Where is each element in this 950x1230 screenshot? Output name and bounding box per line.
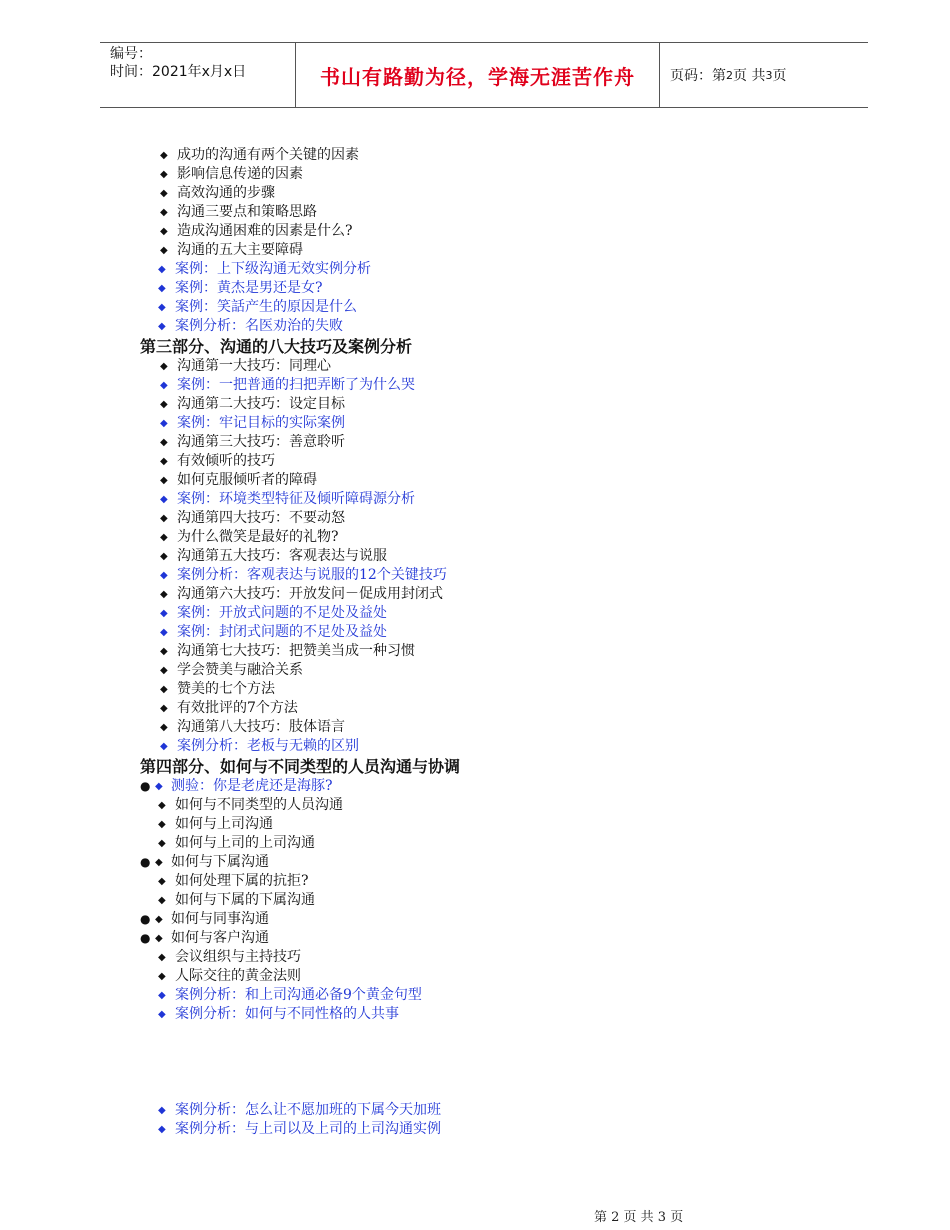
list-item-text: 案例：上下级沟通无效实例分析: [175, 261, 371, 277]
diamond-bullet-icon: ◆: [158, 302, 166, 313]
section-heading-text: 第三部分、沟通的八大技巧及案例分析: [140, 337, 413, 356]
list-item-text: 案例：黄杰是男还是女?: [175, 280, 323, 296]
list-item: [0, 395, 950, 414]
circle-bullet-icon: ●: [140, 855, 151, 869]
list-item-text: 沟通第四大技巧：不要动怒: [177, 510, 345, 526]
list-item: [0, 777, 950, 796]
diamond-bullet-icon: ◆: [155, 857, 163, 868]
list-item: [0, 509, 950, 528]
list-item-text: 沟通第二大技巧：设定目标: [177, 396, 345, 412]
diamond-bullet-icon: ◆: [160, 589, 168, 600]
list-item: [0, 834, 950, 853]
list-item-text: 案例分析：老板与无赖的区别: [177, 738, 359, 754]
diamond-bullet-icon: ◆: [160, 188, 168, 199]
list-item-text: 沟通第八大技巧：肢体语言: [177, 719, 345, 735]
list-item-text: 沟通三要点和策略思路: [177, 204, 317, 220]
list-item: [0, 528, 950, 547]
list-item-text: 影响信息传递的因素: [177, 166, 303, 182]
diamond-bullet-icon: ◆: [158, 1105, 166, 1116]
diamond-bullet-icon: ◆: [158, 971, 166, 982]
list-item-text: 如何与下属的下属沟通: [175, 892, 315, 908]
diamond-bullet-icon: ◆: [160, 456, 168, 467]
list-item-text: 案例分析：名医劝治的失败: [175, 318, 343, 334]
list-item: [0, 260, 950, 279]
list-item: [0, 203, 950, 222]
list-item-text: 为什么微笑是最好的礼物?: [177, 529, 339, 545]
list-item: [0, 547, 950, 566]
list-item: [0, 433, 950, 452]
diamond-bullet-icon: ◆: [158, 264, 166, 275]
diamond-bullet-icon: ◆: [160, 399, 168, 410]
diamond-bullet-icon: ◆: [160, 627, 168, 638]
list-item-text: 有效批评的7个方法: [177, 700, 298, 716]
list-item: [0, 184, 950, 203]
list-item-text: 如何与同事沟通: [171, 911, 269, 927]
list-item: [0, 414, 950, 433]
diamond-bullet-icon: ◆: [160, 475, 168, 486]
diamond-bullet-icon: ◆: [160, 207, 168, 218]
list-item: [0, 357, 950, 376]
list-item: [0, 1005, 950, 1024]
list-item: [0, 585, 950, 604]
list-item-text: 案例：环境类型特征及倾听障碍源分析: [177, 491, 415, 507]
section-heading: [0, 336, 950, 357]
section-heading-text: 第四部分、如何与不同类型的人员沟通与协调: [140, 757, 461, 776]
diamond-bullet-icon: ◆: [160, 608, 168, 619]
list-item-text: 沟通的五大主要障碍: [177, 242, 303, 258]
list-item-text: 成功的沟通有两个关键的因素: [177, 147, 359, 163]
header-page-cell: [660, 43, 868, 107]
list-item: [0, 471, 950, 490]
list-item-text: 如何与不同类型的人员沟通: [175, 797, 343, 813]
list-item: [0, 737, 950, 756]
diamond-bullet-icon: ◆: [160, 380, 168, 391]
list-item-text: 案例分析：和上司沟通必备9个黄金句型: [175, 987, 422, 1003]
document-body: [0, 146, 950, 1139]
diamond-bullet-icon: ◆: [160, 570, 168, 581]
list-item: [0, 680, 950, 699]
list-item-text: 案例：封闭式问题的不足处及益处: [177, 624, 387, 640]
list-item: [0, 815, 950, 834]
list-item: [0, 891, 950, 910]
list-item: [0, 376, 950, 395]
diamond-bullet-icon: ◆: [158, 283, 166, 294]
list-item-text: 如何与上司的上司沟通: [175, 835, 315, 851]
list-item-text: 沟通第六大技巧：开放发问－促成用封闭式: [177, 586, 443, 602]
list-item: [0, 796, 950, 815]
header-table: [100, 42, 868, 108]
list-item: [0, 490, 950, 509]
list-item: [0, 452, 950, 471]
diamond-bullet-icon: ◆: [158, 800, 166, 811]
list-item-text: 沟通第一大技巧：同理心: [177, 358, 331, 374]
diamond-bullet-icon: ◆: [160, 150, 168, 161]
diamond-bullet-icon: ◆: [160, 513, 168, 524]
time-label: 时间：2021年x月x日: [110, 64, 247, 80]
list-item-text: 沟通第三大技巧：善意聆听: [177, 434, 345, 450]
list-item: [0, 1120, 950, 1139]
list-item-text: 案例：笑話产生的原因是什么: [175, 299, 357, 315]
list-item: [0, 222, 950, 241]
page-total: 3: [765, 68, 773, 82]
list-item-text: 如何处理下属的抗拒?: [175, 873, 309, 889]
diamond-bullet-icon: ◆: [158, 952, 166, 963]
list-item-text: 案例：牢记目标的实际案例: [177, 415, 345, 431]
diamond-bullet-icon: ◆: [160, 494, 168, 505]
diamond-bullet-icon: ◆: [160, 418, 168, 429]
list-item-text: 人际交往的黄金法则: [175, 968, 301, 984]
list-item: [0, 566, 950, 585]
list-item-text: 沟通第五大技巧：客观表达与说服: [177, 548, 387, 564]
diamond-bullet-icon: ◆: [160, 169, 168, 180]
list-item: [0, 661, 950, 680]
circle-bullet-icon: ●: [140, 931, 151, 945]
diamond-bullet-icon: ◆: [158, 819, 166, 830]
list-item-text: 如何与下属沟通: [171, 854, 269, 870]
header-meta-cell: [100, 43, 296, 107]
list-item: [0, 910, 950, 929]
list-item: [0, 298, 950, 317]
diamond-bullet-icon: ◆: [160, 361, 168, 372]
list-item-text: 案例：开放式问题的不足处及益处: [177, 605, 387, 621]
list-item: [0, 165, 950, 184]
diamond-bullet-icon: ◆: [158, 990, 166, 1001]
diamond-bullet-icon: ◆: [155, 933, 163, 944]
list-item-text: 如何克服倾听者的障碍: [177, 472, 317, 488]
diamond-bullet-icon: ◆: [158, 895, 166, 906]
section-heading: [0, 756, 950, 777]
list-item: [0, 317, 950, 336]
list-item-text: 如何与上司沟通: [175, 816, 273, 832]
list-item-text: 测验：你是老虎还是海豚?: [171, 778, 333, 794]
diamond-bullet-icon: ◆: [160, 665, 168, 676]
diamond-bullet-icon: ◆: [160, 437, 168, 448]
page-suffix: 页: [772, 68, 787, 84]
list-item: [0, 929, 950, 948]
diamond-bullet-icon: ◆: [160, 551, 168, 562]
circle-bullet-icon: ●: [140, 912, 151, 926]
list-item-text: 高效沟通的步骤: [177, 185, 275, 201]
list-item: [0, 853, 950, 872]
list-item-text: 案例：一把普通的扫把弄断了为什么哭: [177, 377, 415, 393]
circle-bullet-icon: ●: [140, 779, 151, 793]
blank-space: [0, 1024, 950, 1101]
list-item: [0, 986, 950, 1005]
diamond-bullet-icon: ◆: [160, 722, 168, 733]
list-item-text: 案例分析：如何与不同性格的人共事: [175, 1006, 399, 1022]
diamond-bullet-icon: ◆: [158, 1009, 166, 1020]
diamond-bullet-icon: ◆: [160, 532, 168, 543]
list-item: [0, 623, 950, 642]
list-item: [0, 604, 950, 623]
diamond-bullet-icon: ◆: [158, 876, 166, 887]
list-item: [0, 872, 950, 891]
diamond-bullet-icon: ◆: [158, 321, 166, 332]
list-item: [0, 146, 950, 165]
list-item-text: 赞美的七个方法: [177, 681, 275, 697]
diamond-bullet-icon: ◆: [155, 914, 163, 925]
diamond-bullet-icon: ◆: [160, 646, 168, 657]
list-item-text: 学会赞美与融洽关系: [177, 662, 303, 678]
diamond-bullet-icon: ◆: [158, 1124, 166, 1135]
code-label: 编号：: [110, 46, 152, 62]
list-item-text: 造成沟通困难的因素是什么?: [177, 223, 353, 239]
list-item-text: 有效倾听的技巧: [177, 453, 275, 469]
list-item-text: 沟通第七大技巧：把赞美当成一种习惯: [177, 643, 415, 659]
page-footer: 第 2 页 共 3 页: [594, 1210, 684, 1225]
list-item: [0, 967, 950, 986]
diamond-bullet-icon: ◆: [155, 781, 163, 792]
list-item: [0, 718, 950, 737]
list-item-text: 案例分析：与上司以及上司的上司沟通实例: [175, 1121, 441, 1137]
diamond-bullet-icon: ◆: [160, 703, 168, 714]
page-prefix: 页码：第: [670, 68, 726, 84]
list-item: [0, 241, 950, 260]
list-item: [0, 1101, 950, 1120]
list-item: [0, 642, 950, 661]
list-item: [0, 699, 950, 718]
diamond-bullet-icon: ◆: [160, 245, 168, 256]
list-item-text: 会议组织与主持技巧: [175, 949, 301, 965]
list-item-text: 案例分析：怎么让不愿加班的下属今天加班: [175, 1102, 441, 1118]
diamond-bullet-icon: ◆: [160, 684, 168, 695]
page-number: 2: [726, 68, 733, 82]
diamond-bullet-icon: ◆: [158, 838, 166, 849]
diamond-bullet-icon: ◆: [160, 741, 168, 752]
list-item: [0, 279, 950, 298]
diamond-bullet-icon: ◆: [160, 226, 168, 237]
list-item: [0, 948, 950, 967]
header-motto: 书山有路勤为径，学海无涯苦作舟: [296, 43, 660, 107]
list-item-text: 案例分析：客观表达与说服的12个关键技巧: [177, 567, 447, 583]
page-mid: 页 共: [733, 68, 766, 84]
list-item-text: 如何与客户沟通: [171, 930, 269, 946]
